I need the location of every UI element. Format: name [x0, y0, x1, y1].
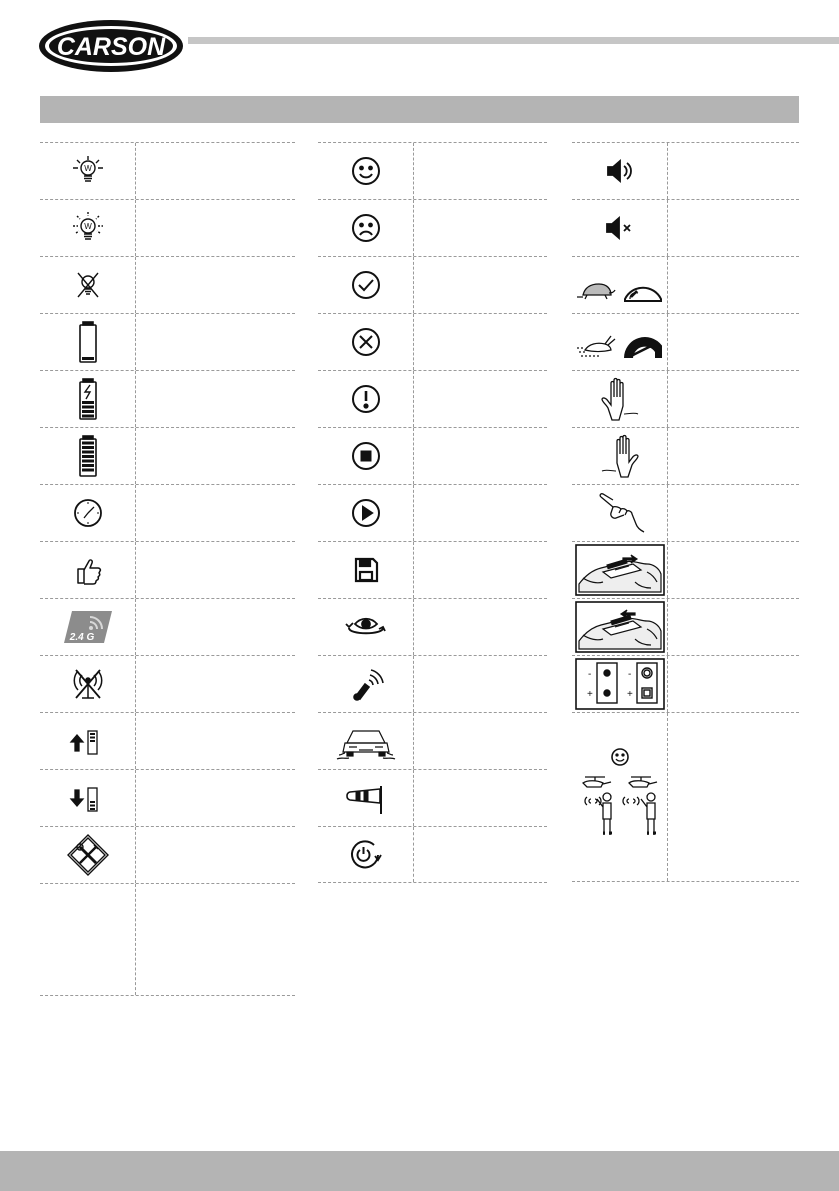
symbol-row — [318, 826, 547, 883]
2-4ghz-signal-icon — [40, 599, 136, 655]
symbol-row — [40, 142, 295, 199]
speaker-on-icon — [572, 143, 668, 199]
tools-icon — [40, 827, 136, 883]
svg-text:+: + — [586, 689, 593, 700]
symbols-column-3 — [572, 142, 799, 882]
symbol-row — [318, 769, 547, 826]
symbol-row — [40, 199, 295, 256]
thumbs-up-icon — [40, 542, 136, 598]
battery-empty-icon — [40, 314, 136, 370]
title-bar — [40, 96, 799, 123]
svg-text:W: W — [83, 222, 92, 231]
symbol-row — [40, 313, 295, 370]
svg-text:-: - — [587, 669, 591, 680]
smiley-sad-icon — [318, 200, 414, 256]
symbol-row — [572, 256, 799, 313]
switch-down-icon — [40, 770, 136, 826]
symbol-row — [40, 370, 295, 427]
play-circle-icon — [318, 485, 414, 541]
pointing-finger-icon — [572, 485, 668, 541]
switch-up-icon — [40, 713, 136, 769]
car-front-icon — [318, 713, 414, 769]
windsock-icon — [318, 770, 414, 826]
symbol-row — [318, 655, 547, 712]
symbol-row — [572, 199, 799, 256]
svg-text:CARSON: CARSON — [56, 33, 166, 61]
check-circle-icon — [318, 257, 414, 313]
hand-left-icon — [572, 371, 668, 427]
symbol-row — [40, 541, 295, 598]
symbol-row — [572, 142, 799, 199]
symbol-row — [40, 598, 295, 655]
symbol-row — [318, 541, 547, 598]
pilots-pairing-icon — [572, 713, 668, 881]
no-signal-icon — [40, 656, 136, 712]
symbol-row — [40, 484, 295, 541]
symbol-row — [40, 769, 295, 826]
symbol-row — [40, 712, 295, 769]
speaker-mute-icon — [572, 200, 668, 256]
smiley-happy-icon — [318, 143, 414, 199]
stop-circle-icon — [318, 428, 414, 484]
symbol-row — [318, 370, 547, 427]
cross-circle-icon — [318, 314, 414, 370]
hand-right-icon — [572, 428, 668, 484]
symbols-column-2 — [318, 142, 547, 883]
polarity-icon — [572, 656, 668, 712]
light-bulb-on-icon — [40, 143, 136, 199]
svg-text:W: W — [83, 164, 92, 173]
light-bulb-flashing-icon — [40, 200, 136, 256]
symbol-row — [572, 427, 799, 484]
battery-insert-icon — [572, 542, 668, 598]
symbol-row — [318, 427, 547, 484]
symbol-row — [40, 427, 295, 484]
symbols-column-1 — [40, 142, 295, 996]
blank-icon-cell — [40, 884, 136, 995]
clock-icon — [40, 485, 136, 541]
symbol-row — [572, 598, 799, 655]
fast-speed-rabbit-icon — [572, 314, 668, 370]
exclamation-circle-icon — [318, 371, 414, 427]
eye-rotate-icon — [318, 599, 414, 655]
battery-full-icon — [40, 428, 136, 484]
svg-text:+: + — [626, 689, 633, 700]
symbol-row — [318, 598, 547, 655]
symbol-row — [318, 256, 547, 313]
symbol-row — [40, 826, 295, 883]
symbol-row — [318, 313, 547, 370]
symbol-row — [318, 712, 547, 769]
symbol-row — [40, 883, 295, 996]
symbol-row — [318, 199, 547, 256]
symbol-row — [572, 370, 799, 427]
symbol-row — [572, 313, 799, 370]
svg-text:-: - — [627, 669, 631, 680]
power-cycle-icon — [318, 827, 414, 882]
svg-text:2.4 G: 2.4 G — [69, 632, 94, 643]
flashlight-icon — [318, 656, 414, 712]
header-rule — [188, 37, 839, 44]
symbol-row — [318, 142, 547, 199]
save-disk-icon — [318, 542, 414, 598]
carson-logo — [38, 19, 184, 73]
symbol-row — [572, 484, 799, 541]
symbol-row — [40, 256, 295, 313]
battery-remove-icon — [572, 599, 668, 655]
slow-speed-turtle-icon — [572, 257, 668, 313]
light-bulb-off-icon — [40, 257, 136, 313]
symbol-row — [40, 655, 295, 712]
battery-charging-icon — [40, 371, 136, 427]
symbol-row — [572, 712, 799, 882]
symbol-row — [318, 484, 547, 541]
symbol-row — [572, 541, 799, 598]
symbol-row — [572, 655, 799, 712]
footer-bar — [0, 1151, 839, 1191]
